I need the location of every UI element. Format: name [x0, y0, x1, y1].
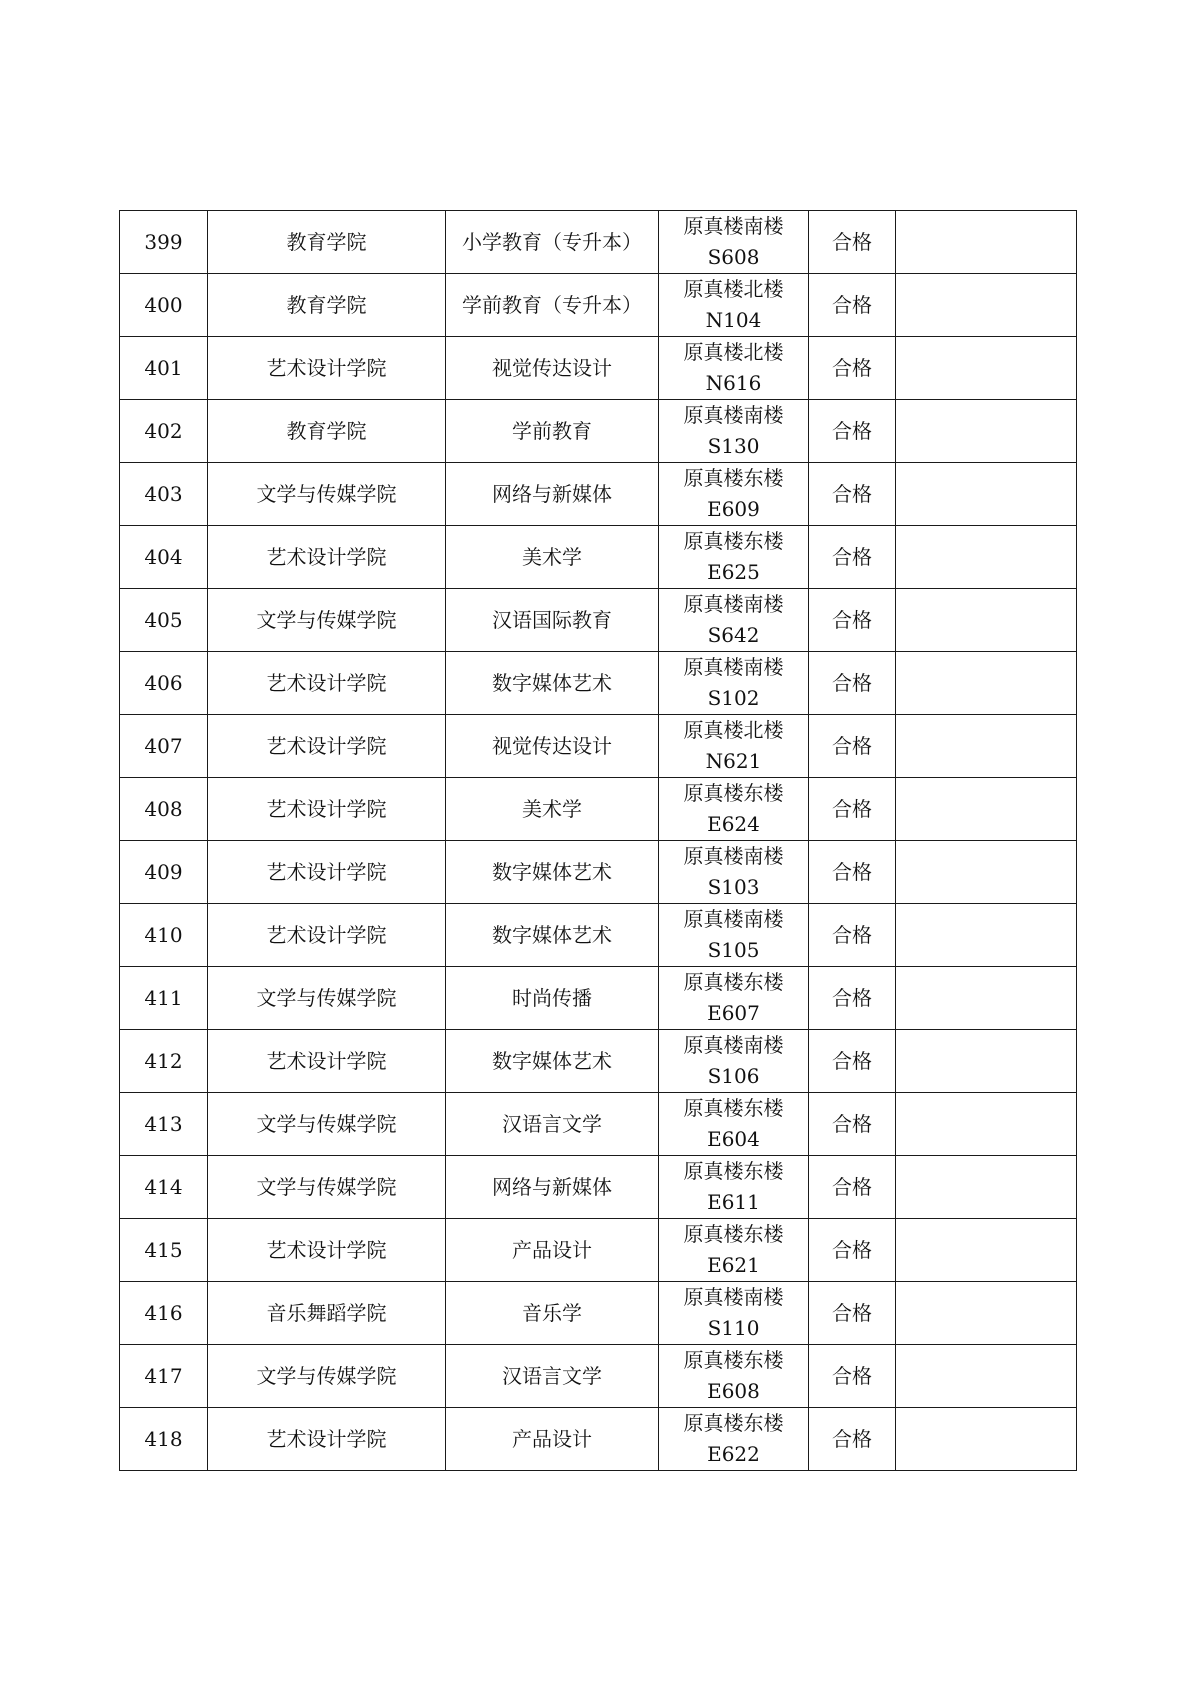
cell-result: 合格	[809, 904, 896, 967]
cell-note	[896, 211, 1077, 274]
table-row	[120, 904, 1077, 967]
cell-result: 合格	[809, 1219, 896, 1282]
room-number: N104	[705, 308, 762, 332]
room-building: 原真楼东楼	[683, 1411, 784, 1435]
room-number: S102	[707, 686, 760, 710]
cell-major: 汉语言文学	[446, 1345, 659, 1408]
cell-college: 艺术设计学院	[208, 904, 446, 967]
cell-room	[659, 1282, 809, 1345]
cell-note	[896, 526, 1077, 589]
table-row	[120, 652, 1077, 715]
cell-number: 411	[120, 967, 208, 1030]
cell-major: 产品设计	[446, 1408, 659, 1471]
cell-room	[659, 1030, 809, 1093]
cell-number: 399	[120, 211, 208, 274]
cell-number: 407	[120, 715, 208, 778]
cell-major: 学前教育（专升本）	[446, 274, 659, 337]
cell-major: 汉语国际教育	[446, 589, 659, 652]
table-row	[120, 778, 1077, 841]
cell-room	[659, 652, 809, 715]
room-building: 原真楼南楼	[683, 214, 784, 238]
cell-note	[896, 715, 1077, 778]
cell-result: 合格	[809, 652, 896, 715]
cell-college: 文学与传媒学院	[208, 1093, 446, 1156]
cell-college: 艺术设计学院	[208, 1030, 446, 1093]
cell-major: 网络与新媒体	[446, 1156, 659, 1219]
cell-number: 402	[120, 400, 208, 463]
cell-room	[659, 589, 809, 652]
room-number: S105	[707, 938, 760, 962]
cell-college: 艺术设计学院	[208, 778, 446, 841]
cell-note	[896, 778, 1077, 841]
cell-room	[659, 1156, 809, 1219]
table-row	[120, 1219, 1077, 1282]
cell-college: 音乐舞蹈学院	[208, 1282, 446, 1345]
cell-result: 合格	[809, 400, 896, 463]
cell-room	[659, 463, 809, 526]
cell-number: 413	[120, 1093, 208, 1156]
cell-college: 艺术设计学院	[208, 1219, 446, 1282]
cell-result: 合格	[809, 274, 896, 337]
cell-college: 艺术设计学院	[208, 526, 446, 589]
room-building: 原真楼东楼	[683, 1096, 784, 1120]
room-building: 原真楼南楼	[683, 592, 784, 616]
cell-result: 合格	[809, 1345, 896, 1408]
room-number: E621	[707, 1253, 760, 1277]
cell-room	[659, 1219, 809, 1282]
cell-result: 合格	[809, 526, 896, 589]
cell-note	[896, 463, 1077, 526]
cell-major: 汉语言文学	[446, 1093, 659, 1156]
cell-result: 合格	[809, 778, 896, 841]
cell-number: 412	[120, 1030, 208, 1093]
cell-major: 数字媒体艺术	[446, 1030, 659, 1093]
cell-major: 音乐学	[446, 1282, 659, 1345]
room-building: 原真楼南楼	[683, 1033, 784, 1057]
table-row	[120, 526, 1077, 589]
cell-note	[896, 589, 1077, 652]
cell-room	[659, 1093, 809, 1156]
cell-result: 合格	[809, 1156, 896, 1219]
cell-number: 401	[120, 337, 208, 400]
cell-room	[659, 904, 809, 967]
room-number: E609	[707, 497, 760, 521]
cell-result: 合格	[809, 1408, 896, 1471]
cell-college: 文学与传媒学院	[208, 967, 446, 1030]
table-row	[120, 1345, 1077, 1408]
cell-number: 415	[120, 1219, 208, 1282]
cell-result: 合格	[809, 1282, 896, 1345]
cell-note	[896, 1030, 1077, 1093]
cell-number: 417	[120, 1345, 208, 1408]
room-number: S642	[707, 623, 760, 647]
room-building: 原真楼北楼	[683, 340, 784, 364]
room-number: S130	[707, 434, 760, 458]
table-row	[120, 1030, 1077, 1093]
cell-result: 合格	[809, 1030, 896, 1093]
cell-college: 文学与传媒学院	[208, 1156, 446, 1219]
room-number: E611	[707, 1190, 760, 1214]
room-building: 原真楼南楼	[683, 1285, 784, 1309]
cell-number: 405	[120, 589, 208, 652]
cell-room	[659, 337, 809, 400]
cell-result: 合格	[809, 211, 896, 274]
cell-major: 数字媒体艺术	[446, 904, 659, 967]
room-number: S106	[707, 1064, 760, 1088]
cell-room	[659, 400, 809, 463]
room-number: S103	[707, 875, 760, 899]
cell-result: 合格	[809, 715, 896, 778]
table-row	[120, 1408, 1077, 1471]
room-building: 原真楼东楼	[683, 970, 784, 994]
cell-major: 产品设计	[446, 1219, 659, 1282]
cell-note	[896, 1345, 1077, 1408]
cell-note	[896, 652, 1077, 715]
cell-college: 文学与传媒学院	[208, 463, 446, 526]
cell-major: 时尚传播	[446, 967, 659, 1030]
cell-room	[659, 967, 809, 1030]
cell-result: 合格	[809, 589, 896, 652]
table-row	[120, 841, 1077, 904]
cell-number: 409	[120, 841, 208, 904]
cell-major: 数字媒体艺术	[446, 652, 659, 715]
room-number: E624	[707, 812, 760, 836]
cell-major: 美术学	[446, 778, 659, 841]
cell-note	[896, 841, 1077, 904]
cell-number: 406	[120, 652, 208, 715]
cell-room	[659, 526, 809, 589]
table-row	[120, 463, 1077, 526]
cell-number: 403	[120, 463, 208, 526]
room-number: S110	[707, 1316, 760, 1340]
cell-major: 视觉传达设计	[446, 715, 659, 778]
cell-major: 视觉传达设计	[446, 337, 659, 400]
cell-note	[896, 967, 1077, 1030]
cell-note	[896, 1156, 1077, 1219]
cell-note	[896, 337, 1077, 400]
cell-number: 416	[120, 1282, 208, 1345]
room-number: E604	[707, 1127, 760, 1151]
room-building: 原真楼北楼	[683, 718, 784, 742]
table-row	[120, 1282, 1077, 1345]
table-row	[120, 715, 1077, 778]
records-body	[120, 211, 1077, 1471]
cell-note	[896, 1219, 1077, 1282]
cell-college: 艺术设计学院	[208, 337, 446, 400]
cell-room	[659, 274, 809, 337]
cell-number: 418	[120, 1408, 208, 1471]
cell-college: 文学与传媒学院	[208, 1345, 446, 1408]
table-row	[120, 274, 1077, 337]
room-building: 原真楼南楼	[683, 655, 784, 679]
cell-room	[659, 1408, 809, 1471]
room-building: 原真楼东楼	[683, 1222, 784, 1246]
cell-college: 艺术设计学院	[208, 652, 446, 715]
cell-note	[896, 904, 1077, 967]
room-building: 原真楼东楼	[683, 781, 784, 805]
cell-college: 教育学院	[208, 211, 446, 274]
cell-result: 合格	[809, 1093, 896, 1156]
cell-result: 合格	[809, 337, 896, 400]
table-row	[120, 1093, 1077, 1156]
cell-college: 教育学院	[208, 400, 446, 463]
cell-note	[896, 274, 1077, 337]
room-building: 原真楼南楼	[683, 403, 784, 427]
room-building: 原真楼东楼	[683, 1159, 784, 1183]
room-building: 原真楼南楼	[683, 844, 784, 868]
cell-result: 合格	[809, 463, 896, 526]
cell-number: 410	[120, 904, 208, 967]
cell-number: 404	[120, 526, 208, 589]
cell-room	[659, 841, 809, 904]
cell-number: 414	[120, 1156, 208, 1219]
cell-college: 艺术设计学院	[208, 1408, 446, 1471]
cell-room	[659, 778, 809, 841]
room-number: N616	[705, 371, 762, 395]
table-row	[120, 400, 1077, 463]
cell-note	[896, 1093, 1077, 1156]
cell-major: 网络与新媒体	[446, 463, 659, 526]
cell-result: 合格	[809, 841, 896, 904]
room-building: 原真楼东楼	[683, 529, 784, 553]
room-number: S608	[707, 245, 760, 269]
table-row	[120, 1156, 1077, 1219]
cell-result: 合格	[809, 967, 896, 1030]
cell-college: 教育学院	[208, 274, 446, 337]
cell-note	[896, 1408, 1077, 1471]
cell-room	[659, 211, 809, 274]
cell-major: 数字媒体艺术	[446, 841, 659, 904]
room-number: E608	[707, 1379, 760, 1403]
room-building: 原真楼东楼	[683, 1348, 784, 1372]
room-number: E622	[707, 1442, 760, 1466]
cell-room	[659, 1345, 809, 1408]
cell-number: 400	[120, 274, 208, 337]
table-row	[120, 589, 1077, 652]
table-row	[120, 967, 1077, 1030]
cell-major: 学前教育	[446, 400, 659, 463]
table-row	[120, 337, 1077, 400]
room-building: 原真楼南楼	[683, 907, 784, 931]
room-number: N621	[705, 749, 762, 773]
cell-college: 艺术设计学院	[208, 841, 446, 904]
room-building: 原真楼东楼	[683, 466, 784, 490]
room-building: 原真楼北楼	[683, 277, 784, 301]
cell-college: 文学与传媒学院	[208, 589, 446, 652]
cell-note	[896, 400, 1077, 463]
room-number: E625	[707, 560, 760, 584]
cell-major: 小学教育（专升本）	[446, 211, 659, 274]
table-row	[120, 211, 1077, 274]
cell-number: 408	[120, 778, 208, 841]
room-number: E607	[707, 1001, 760, 1025]
cell-major: 美术学	[446, 526, 659, 589]
cell-note	[896, 1282, 1077, 1345]
cell-room	[659, 715, 809, 778]
records-table	[119, 210, 1077, 1471]
cell-college: 艺术设计学院	[208, 715, 446, 778]
